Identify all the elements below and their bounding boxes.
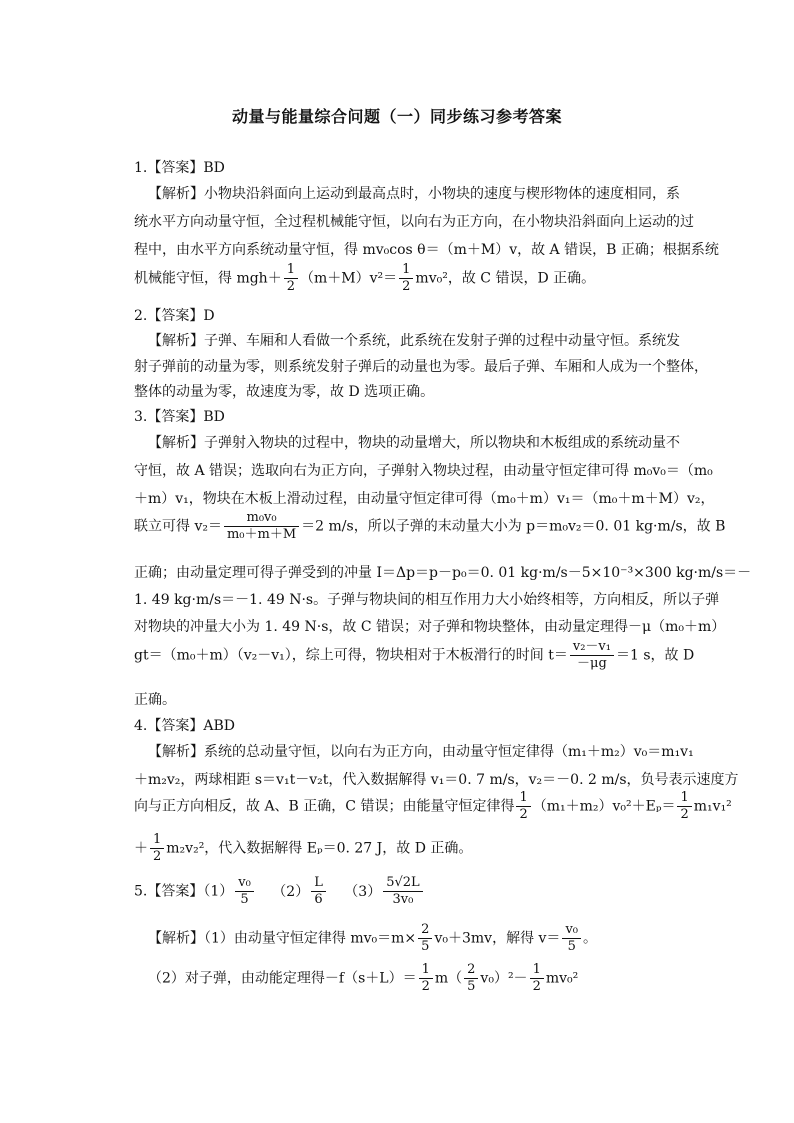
analysis-1-line-3: 程中，由水平方向系统动量守恒，得 mv₀cos θ＝（m＋M）v，故 A 错误，B 正确；根据系统 [134, 242, 719, 258]
answer-3: 3.【答案】BD [134, 409, 225, 425]
fraction: $\frac{5√2L}{\text{3v₀}}$ [383, 875, 422, 908]
analysis-5-line-2: （2）对子弹，由动能定理得－f（s＋L）＝ $\frac{1}{2}$ m（ $\frac{2}{5}$ v₀）²－ $\frac{1}{2}$ mv₀² [148, 962, 579, 994]
fraction: $\frac{1}{2}$ [399, 262, 413, 295]
analysis-3-line-7: 对物块的冲量大小为 1. 49 N·s，故 C 错误；对子弹和物块整体，由动量定理得－μ（m₀＋m） [134, 619, 726, 635]
answer-5: 5.【答案】（1） $\frac{\text{v₀}}{5}$ （2） $\frac{L}{6}$ （3） $\frac{5√2L}{\text{3v₀}}$ [134, 875, 425, 908]
fraction: $\frac{\text{v₀}}{5}$ [562, 922, 581, 955]
analysis-1-line-2: 统水平方向动量守恒，全过程机械能守恒，以向右为正方向，在小物块沿斜面向上运动的过 [134, 214, 694, 230]
answer-1: 1.【答案】BD [134, 160, 225, 176]
analysis-3-line-2: 守恒，故 A 错误；选取向右为正方向，子弹射入物块过程，由动量守恒定律可得 m₀v₀＝（m₀ [134, 463, 713, 479]
fraction: $\frac{1}{2}$ [516, 790, 530, 823]
analysis-1-line-4: 机械能守恒，得 mgh＋ $\frac{1}{2}$ （m＋M）v²＝ $\frac{1}{2}$ mv₀²，故 C 错误，D 正确。 [134, 262, 596, 294]
analysis-3-line-9: 正确。 [134, 692, 176, 708]
analysis-4-line-4: ＋ $\frac{1}{2}$ m₂v₂²，代入数据解得 Eₚ＝0. 27 J，故 D 正确。 [134, 832, 473, 864]
fraction: $\frac{\text{v₂－v₁}}{-\mu g}$ [570, 639, 614, 672]
analysis-3-line-6: 1. 49 kg·m/s＝－1. 49 N·s。子弹与物块间的相互作用力大小始终相等，方向相反，所以子弹 [134, 592, 720, 608]
analysis-4-line-2: ＋m₂v₂，两球相距 s＝v₁t－v₂t，代入数据解得 v₁＝0. 7 m/s，v₂＝－0. 2 m/s，负号表示速度方 [134, 772, 739, 788]
analysis-3-line-5: 正确；由动量定理可得子弹受到的冲量 I＝Δp＝p－p₀＝0. 01 kg·m/s－5×10⁻³×300 kg·m/s＝－ [134, 565, 752, 581]
fraction: $\frac{1}{2}$ [419, 962, 433, 995]
answer-4: 4.【答案】ABD [134, 718, 235, 734]
fraction: $\frac{1}{2}$ [284, 262, 298, 295]
fraction: $\frac{1}{2}$ [677, 790, 691, 823]
analysis-2-line-1: 【解析】子弹、车厢和人看做一个系统，此系统在发射子弹的过程中动量守恒。系统发 [148, 333, 680, 349]
analysis-5-line-1: 【解析】（1）由动量守恒定律得 mv₀＝m× $\frac{2}{5}$ v₀＋3mv，解得 v＝ $\frac{\text{v₀}}{5}$ 。 [148, 922, 597, 954]
analysis-3-line-1: 【解析】子弹射入物块的过程中，物块的动量增大，所以物块和木板组成的系统动量不 [148, 435, 680, 451]
analysis-3-line-4: 联立可得 v₂＝ $\frac{\text{m₀v₀}}{\text{m₀＋m＋M}}$ ＝2 m/s，所以子弹的末动量大小为 p＝m₀v₂＝0. 01 kg·m/s，故 B [134, 510, 726, 542]
fraction: $\frac{\text{m₀v₀}}{\text{m₀＋m＋M}}$ [224, 510, 299, 543]
analysis-1-line-1: 【解析】小物块沿斜面向上运动到最高点时，小物块的速度与楔形物体的速度相同，系 [148, 186, 680, 202]
page-title: 动量与能量综合问题（一）同步练习参考答案 [231, 107, 562, 126]
fraction: $\frac{L}{6}$ [311, 875, 326, 908]
fraction: $\frac{1}{2}$ [150, 832, 164, 865]
analysis-3-line-3: ＋m）v₁，物块在木板上滑动过程，由动量守恒定律可得（m₀＋m）v₁＝（m₀＋m＋M）v₂， [134, 491, 715, 507]
analysis-2-line-2: 射子弹前的动量为零，则系统发射子弹后的动量也为零。最后子弹、车厢和人成为一个整体， [134, 359, 708, 375]
analysis-2-line-3: 整体的动量为零，故速度为零，故 D 选项正确。 [134, 384, 435, 400]
analysis-3-line-8: gt＝（m₀＋m）（v₂－v₁），综上可得，物块相对于木板滑行的时间 t＝ $\frac{\text{v₂－v₁}}{-\mu g}$ ＝1 s，故 D [134, 639, 695, 671]
fraction: $\frac{\text{v₀}}{5}$ [235, 875, 254, 908]
fraction: $\frac{2}{5}$ [464, 962, 478, 995]
answer-2: 2.【答案】D [134, 308, 215, 324]
analysis-4-line-3: 向与正方向相反，故 A、B 正确，C 错误；由能量守恒定律得 $\frac{1}{2}$ （m₁＋m₂）v₀²＋Eₚ＝ $\frac{1}{2}$ m₁v₁² [134, 790, 732, 822]
analysis-4-line-1: 【解析】系统的总动量守恒，以向右为正方向，由动量守恒定律得（m₁＋m₂）v₀＝m₁v₁ [148, 744, 694, 760]
fraction: $\frac{2}{5}$ [418, 922, 432, 955]
fraction: $\frac{1}{2}$ [530, 962, 544, 995]
